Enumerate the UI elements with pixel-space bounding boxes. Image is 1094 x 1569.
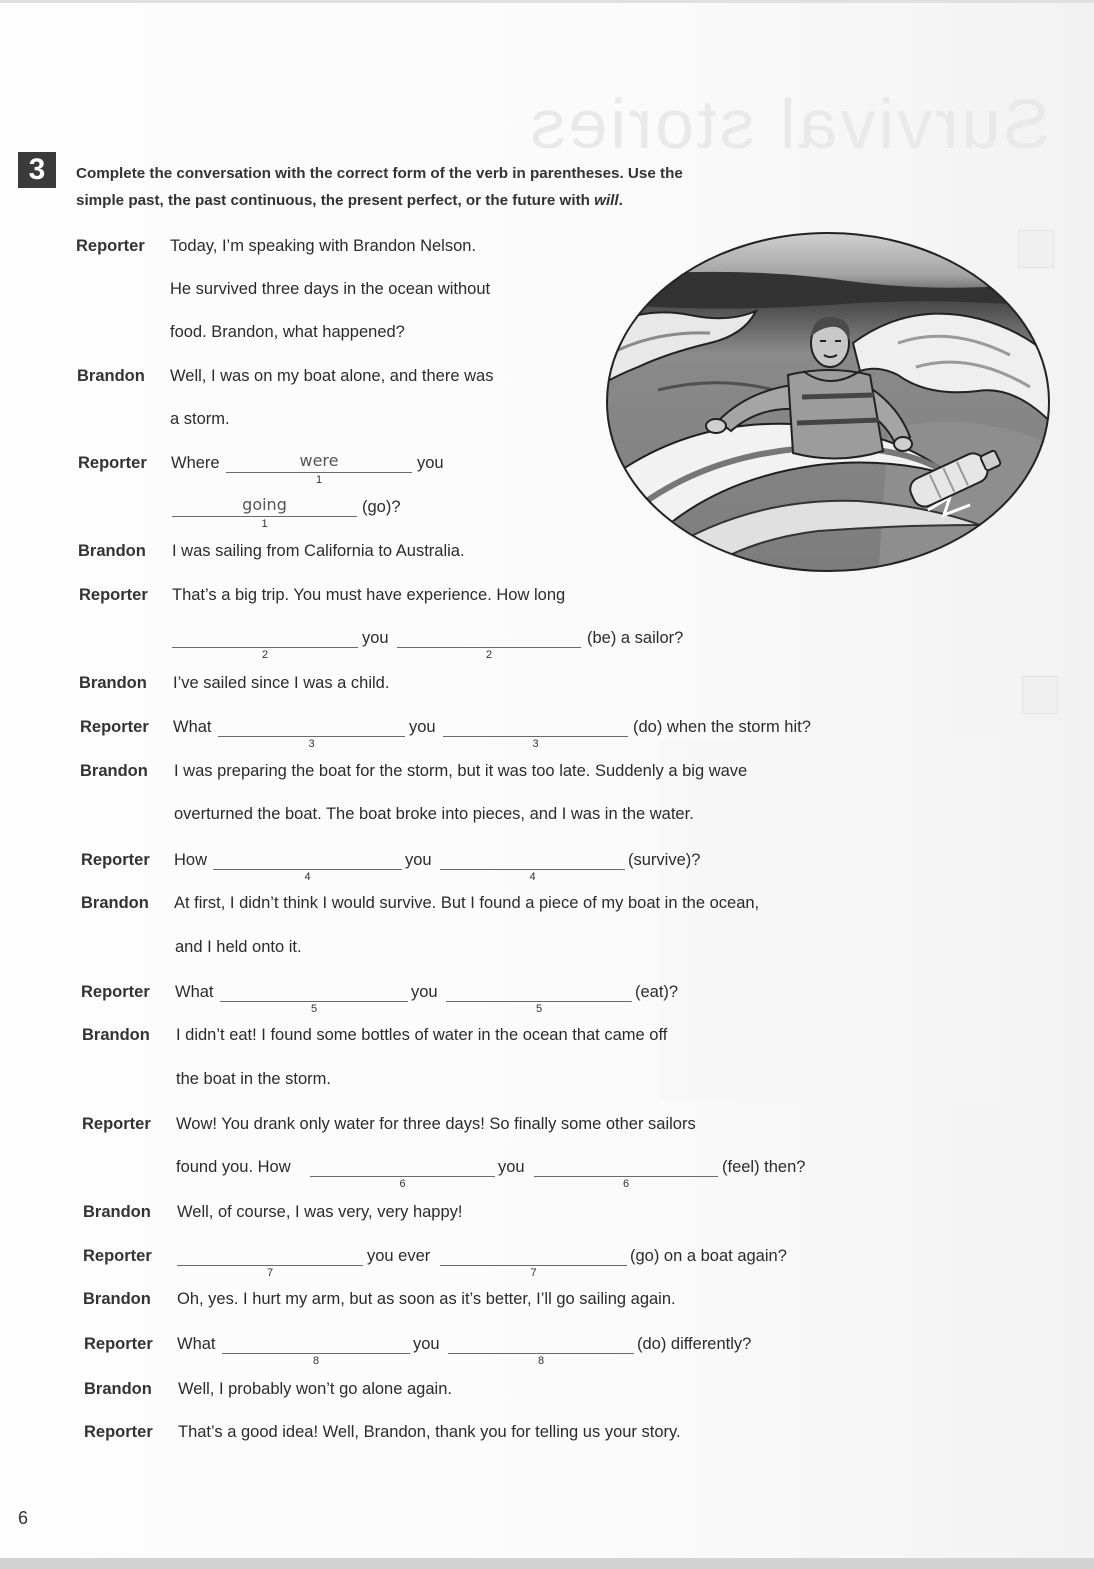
vest-strap — [802, 395, 874, 397]
blank-number: 7 — [266, 1267, 274, 1279]
instruction-italic-word: will — [594, 192, 619, 209]
answer-blank — [213, 849, 402, 883]
blank-number: 6 — [399, 1178, 406, 1190]
speaker-label: Brandon — [78, 542, 146, 560]
speaker-label: Brandon — [80, 762, 148, 780]
page-number: 6 — [18, 1508, 29, 1528]
dialogue-text: you — [409, 718, 436, 736]
speaker-label: Reporter — [78, 454, 147, 472]
blank-number: 4 — [304, 871, 311, 883]
speaker-label: Reporter — [81, 851, 150, 869]
dialogue-text: you — [413, 1335, 440, 1353]
dialogue-text: overturned the boat. The boat broke into pieces, and I was in the water. — [174, 805, 694, 823]
left-hand — [706, 419, 726, 433]
blank-number: 4 — [529, 871, 536, 883]
dialogue-text: Well, of course, I was very, very happy! — [177, 1203, 463, 1221]
blank-number: 5 — [310, 1003, 318, 1015]
speaker-label: Reporter — [84, 1335, 153, 1353]
speaker-label: Reporter — [83, 1247, 152, 1265]
blank-number: 8 — [312, 1355, 320, 1367]
speaker-label: Reporter — [84, 1423, 153, 1441]
speaker-label: Brandon — [83, 1203, 151, 1221]
page-top-edge — [0, 0, 1094, 3]
dialogue-text: Wow! You drank only water for three days! So finally some other sailors — [176, 1115, 696, 1133]
dialogue-text: a storm. — [170, 410, 230, 428]
dialogue-text: I’ve sailed since I was a child. — [173, 674, 390, 692]
answer-blank — [226, 451, 412, 486]
blank-number: 1 — [261, 518, 268, 530]
dialogue-text: What — [173, 718, 212, 736]
answer-blank — [440, 1245, 627, 1279]
blank-number: 3 — [532, 738, 539, 750]
speaker-label: Brandon — [79, 674, 147, 692]
dialogue-text: Oh, yes. I hurt my arm, but as soon as it’s better, I’ll go sailing again. — [177, 1290, 676, 1308]
page-bottom-edge — [0, 1558, 1094, 1569]
blank-number: 6 — [622, 1178, 630, 1190]
dialogue-text: found you. How — [176, 1158, 291, 1176]
dialogue-text: (eat)? — [635, 983, 679, 1001]
speaker-label: Brandon — [77, 367, 145, 385]
speaker-label: Reporter — [82, 1115, 151, 1133]
answer-blank — [310, 1156, 495, 1190]
dialogue-text: Well, I probably won’t go alone again. — [178, 1380, 452, 1398]
illustration-man-in-ocean — [598, 225, 1058, 580]
answer-blank — [534, 1156, 718, 1190]
answer-blank — [446, 981, 632, 1015]
answer-blank — [397, 627, 581, 661]
blank-number: 8 — [537, 1355, 545, 1367]
answer-blank — [443, 716, 628, 750]
dialogue-text: What — [175, 983, 214, 1001]
bleed-through-title: Survival stories — [527, 85, 1050, 163]
dialogue-text: (feel) then? — [722, 1158, 806, 1176]
dialogue-text: What — [177, 1335, 216, 1353]
dialogue-text: Well, I was on my boat alone, and there was — [170, 367, 494, 385]
dialogue-text: How — [174, 851, 208, 869]
dialogue-text: you — [417, 454, 444, 472]
blank-number: 5 — [535, 1003, 543, 1015]
blank-number: 2 — [485, 649, 493, 661]
answer-blank — [177, 1245, 363, 1279]
answer-blank — [448, 1333, 634, 1367]
instruction-end: . — [618, 192, 623, 209]
instruction-line-2 — [76, 190, 623, 212]
bleed-through-mark — [1022, 676, 1058, 714]
speaker-label: Reporter — [81, 983, 150, 1001]
answer-blank — [172, 495, 357, 530]
dialogue-text: (be) a sailor? — [587, 629, 684, 647]
blank-number: 7 — [530, 1267, 537, 1279]
answer-blank — [222, 1333, 410, 1367]
answer-blank — [218, 716, 405, 750]
speaker-label: Brandon — [83, 1290, 151, 1308]
answer-text: were — [299, 451, 339, 470]
answer-text: going — [242, 495, 287, 514]
dialogue-text: you — [411, 983, 438, 1001]
dialogue-text: and I held onto it. — [175, 938, 302, 956]
blank-number: 2 — [261, 649, 269, 661]
dialogue-text: (go) on a boat again? — [630, 1247, 787, 1265]
speaker-label: Reporter — [79, 586, 148, 604]
answer-blank — [440, 849, 625, 883]
dialogue-text: That’s a good idea! Well, Brandon, thank you for telling us your story. — [178, 1423, 681, 1441]
dialogue-text: you — [362, 629, 389, 647]
dialogue-text: (go)? — [362, 498, 401, 516]
vest-strap — [797, 420, 879, 423]
right-hand — [894, 437, 912, 451]
bleed-through-shade — [660, 740, 1000, 1100]
exercise-number-badge: 3 — [18, 152, 56, 188]
blank-number: 3 — [308, 738, 315, 750]
life-vest — [788, 370, 883, 459]
dialogue-text: the boat in the storm. — [176, 1070, 332, 1088]
dialogue-text: (do) when the storm hit? — [633, 718, 811, 736]
dialogue-text: I was sailing from California to Australia. — [172, 542, 465, 560]
dialogue-text: (survive)? — [628, 851, 701, 869]
speaker-label: Brandon — [81, 894, 149, 912]
dialogue-text: (do) differently? — [637, 1335, 752, 1353]
dialogue-text: you — [405, 851, 432, 869]
speaker-label: Brandon — [84, 1380, 152, 1398]
answer-blank — [220, 981, 408, 1015]
dialogue-text: Today, I’m speaking with Brandon Nelson. — [170, 237, 477, 255]
speaker-label: Brandon — [82, 1026, 150, 1044]
dialogue-text: you — [498, 1158, 525, 1176]
dialogue-text: At first, I didn’t think I would survive. But I found a piece of my boat in the ocean, — [174, 894, 760, 912]
dialogue-text: I was preparing the boat for the storm, but it was too late. Suddenly a big wave — [174, 762, 748, 780]
speaker-label: Reporter — [80, 718, 149, 736]
dialogue-text: food. Brandon, what happened? — [170, 323, 405, 341]
answer-blank — [172, 627, 358, 661]
blank-number: 1 — [315, 474, 323, 486]
dialogue-text: He survived three days in the ocean without — [170, 280, 491, 298]
dialogue-text: you ever — [367, 1247, 431, 1265]
speaker-label: Reporter — [76, 237, 145, 255]
dialogue-text: Where — [171, 454, 220, 472]
dialogue-text: That’s a big trip. You must have experience. How long — [172, 586, 566, 604]
instruction-line-1: Complete the conversation with the correct form of the verb in parentheses. Use the — [76, 165, 683, 182]
dialogue-text: I didn’t eat! I found some bottles of water in the ocean that came off — [176, 1026, 668, 1044]
instruction-text: simple past, the past continuous, the present perfect, or the future with — [76, 192, 595, 209]
